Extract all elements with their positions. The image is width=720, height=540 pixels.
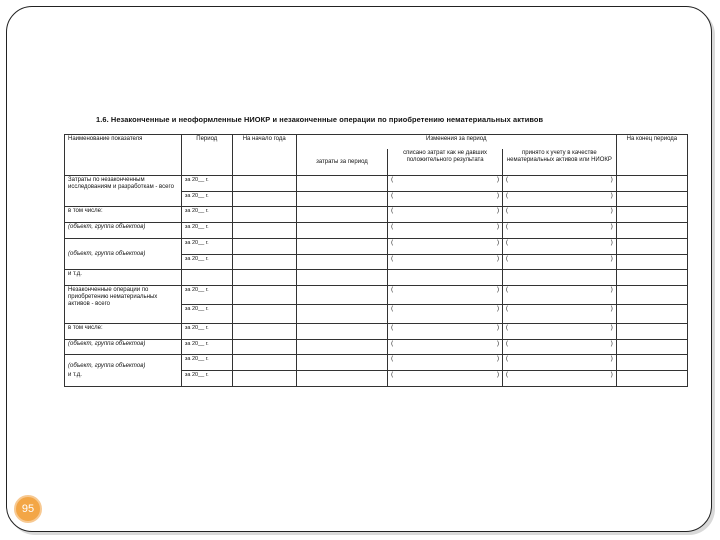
table-row: Затраты по незаконченным исследованиям и разработкам - всего за 20__ г. ( ) ( ) <box>65 175 688 191</box>
row-label: Незаконченные операции по приобретению нематериальных активов - всего <box>65 286 182 324</box>
table-row: за 20__ г. ( ) ( ) <box>65 305 688 324</box>
table-row: (объект, группа объектов) за 20__ г. ( ) ( ) <box>65 223 688 239</box>
header-written-off: списано затрат как не давших положительного результата <box>388 149 503 175</box>
period-cell: за 20__ г. <box>181 286 232 305</box>
period-cell: за 20__ г. <box>181 323 232 339</box>
document-title: 1.6. Незаконченные и неоформленные НИОКР и незаконченные операции по приобретению нематериальных активов <box>96 115 544 124</box>
header-row-1 <box>65 135 688 150</box>
row-label-etc: и т.д. <box>68 371 82 378</box>
table-row <box>65 270 688 286</box>
row-label: и т.д. <box>65 270 182 286</box>
table-row: в том числе: за 20__ г. ( ) ( ) <box>65 323 688 339</box>
row-label: (объект, группа объектов) <box>65 238 182 270</box>
row-label: (объект, группа объектов) <box>65 339 182 355</box>
row-label-object: (объект, группа объектов) <box>68 362 146 369</box>
table-row: за 20__ г. ( ) ( ) <box>65 191 688 207</box>
table-row: (объект, группа объектов) и т.д. за 20__ г. ( ) ( ) <box>65 355 688 371</box>
table-row: за 20__ г. ( ) ( ) <box>65 371 688 387</box>
table-row: в том числе: за 20__ г. ( ) ( ) <box>65 207 688 223</box>
period-cell: за 20__ г. <box>181 207 232 223</box>
row-label <box>65 355 182 387</box>
table-row: (объект, группа объектов) за 20__ г. ( ) ( ) <box>65 238 688 254</box>
period-cell: за 20__ г. <box>181 305 232 324</box>
report-table <box>64 134 688 387</box>
header-costs: затраты за период <box>296 149 387 175</box>
row-label: Затраты по незаконченным исследованиям и разработкам - всего <box>65 175 182 207</box>
period-cell: за 20__ г. <box>181 223 232 239</box>
period-cell: за 20__ г. <box>181 238 232 254</box>
table-row: Незаконченные операции по приобретению нематериальных активов - всего за 20__ г. ( ) ( ) <box>65 286 688 305</box>
period-cell: за 20__ г. <box>181 371 232 387</box>
header-end: На конец периода <box>616 135 687 176</box>
period-cell: за 20__ г. <box>181 254 232 270</box>
period-cell: за 20__ г. <box>181 355 232 371</box>
period-cell: за 20__ г. <box>181 191 232 207</box>
header-accepted: принято к учету в качестве нематериальных активов или НИОКР <box>502 149 616 175</box>
table-row: за 20__ г. ( ) ( ) <box>65 254 688 270</box>
header-start: На начало года <box>232 135 296 176</box>
page-number-badge: 95 <box>14 495 42 523</box>
period-cell: за 20__ г. <box>181 175 232 191</box>
table-row: (объект, группа объектов) за 20__ г. ( ) ( ) <box>65 339 688 355</box>
header-changes: Изменения за период <box>296 135 616 150</box>
header-period: Период <box>181 135 232 176</box>
row-label: (объект, группа объектов) <box>65 223 182 239</box>
period-cell: за 20__ г. <box>181 339 232 355</box>
header-name: Наименование показателя <box>65 135 182 176</box>
row-label: в том числе: <box>65 207 182 223</box>
row-label: в том числе: <box>65 323 182 339</box>
